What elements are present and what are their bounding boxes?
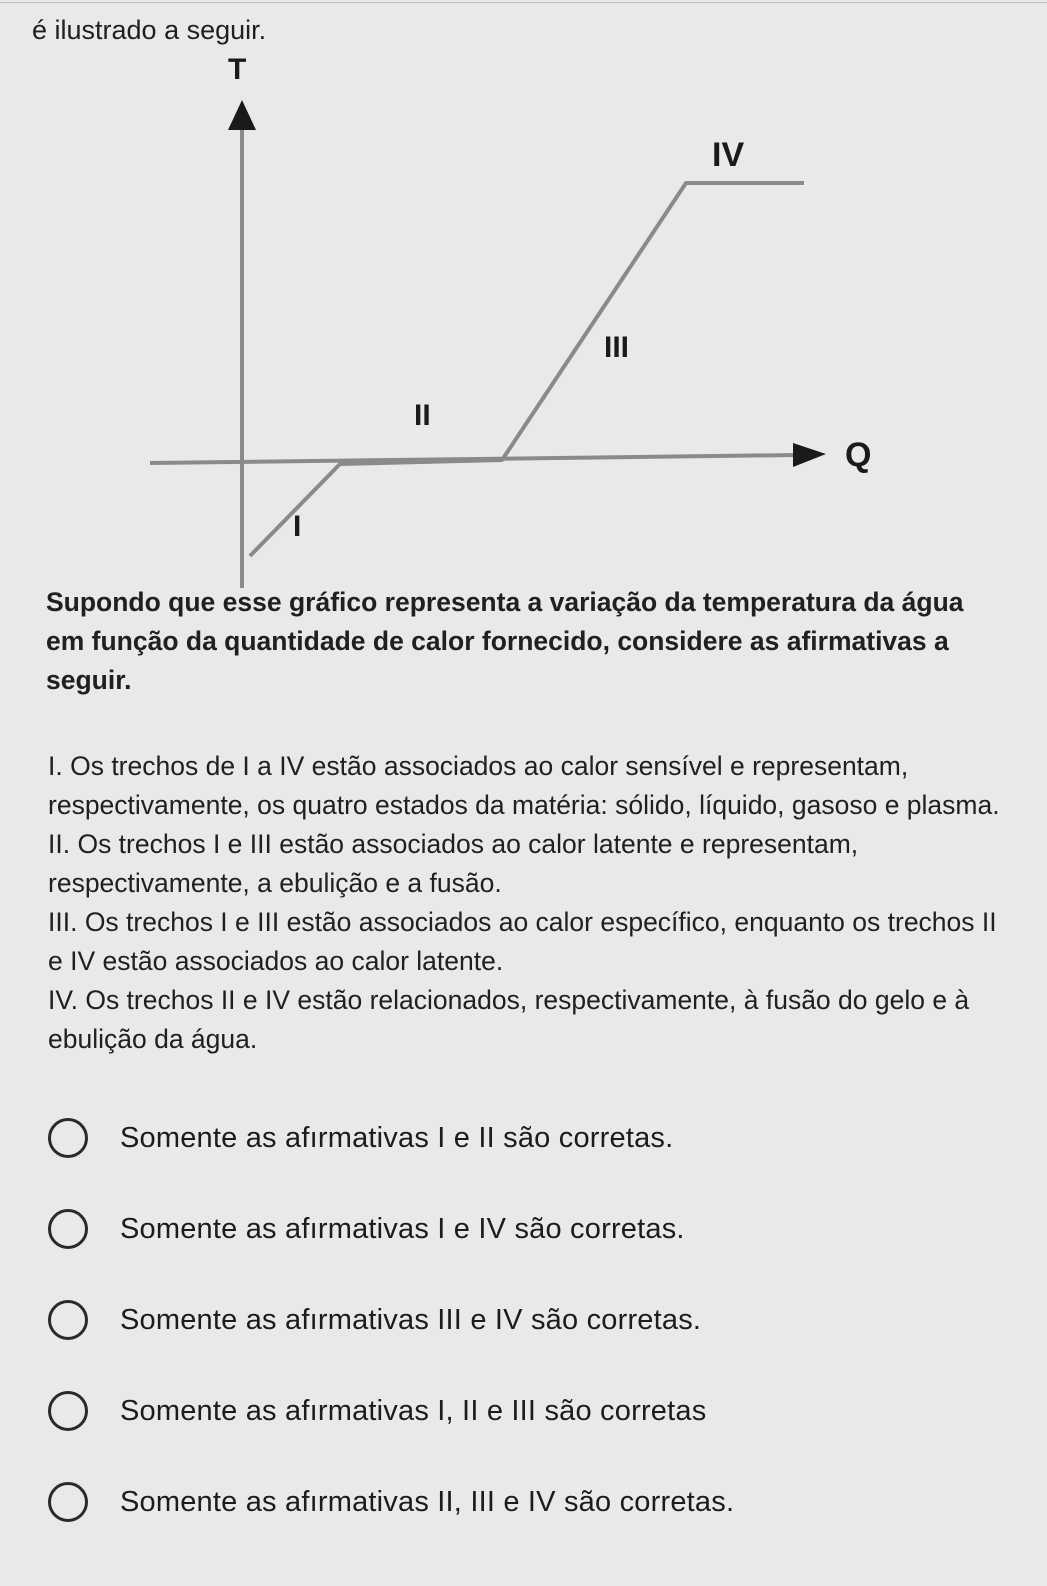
segment-label-iv: IV xyxy=(712,136,745,174)
axis-x-label: Q xyxy=(845,436,872,474)
intro-text: é ilustrado a seguir. xyxy=(32,15,267,45)
answer-option-4[interactable] xyxy=(48,1388,1008,1434)
answer-options xyxy=(48,1115,1008,1570)
segment-label-ii: II xyxy=(414,399,431,432)
radio-button-icon[interactable] xyxy=(48,1391,88,1431)
temperature-heat-graph xyxy=(0,40,1047,600)
answer-option-label: Somente as afırmativas I e IV são corretas. xyxy=(120,1212,685,1245)
radio-button-icon[interactable] xyxy=(48,1300,88,1340)
y-axis-arrow xyxy=(228,100,256,130)
radio-button-icon[interactable] xyxy=(48,1209,88,1249)
statement-iv: IV. Os trechos II e IV estão relacionados, respectivamente, à fusão do gelo e à ebulição da água. xyxy=(48,985,970,1054)
statements-list xyxy=(48,747,1008,1059)
answer-option-3[interactable] xyxy=(48,1297,1008,1343)
segment-label-iii: III xyxy=(604,331,630,364)
radio-button-icon[interactable] xyxy=(48,1482,88,1522)
radio-button-icon[interactable] xyxy=(48,1118,88,1158)
answer-option-label: Somente as afırmativas I e II são corretas. xyxy=(120,1121,674,1154)
answer-option-2[interactable] xyxy=(48,1206,1008,1252)
answer-option-label: Somente as afırmativas I, II e III são corretas xyxy=(120,1394,707,1427)
answer-option-label: Somente as afırmativas II, III e IV são corretas. xyxy=(120,1485,735,1518)
statement-ii: II. Os trechos I e III estão associados ao calor latente e representam, respectivamente, a ebulição e a fusão. xyxy=(48,829,859,898)
top-divider xyxy=(0,2,1047,3)
question-text: Supondo que esse gráfico representa a variação da temperatura da água em função da quantidade de calor fornecido, considere as afirmativas a seguir. xyxy=(46,587,964,695)
heating-curve xyxy=(250,183,804,556)
answer-option-1[interactable] xyxy=(48,1115,1008,1161)
segment-label-i: I xyxy=(293,510,302,543)
answer-option-5[interactable] xyxy=(48,1479,1008,1525)
answer-option-label: Somente as afırmativas III e IV são corretas. xyxy=(120,1303,702,1336)
statement-i: I. Os trechos de I a IV estão associados ao calor sensível e representam, respectivamente, os quatro estados da matéria: sólido, líquido, gasoso e plasma. xyxy=(48,751,1000,820)
x-axis-arrow xyxy=(793,443,826,467)
statement-iii: III. Os trechos I e III estão associados ao calor específico, enquanto os trechos II e IV estão associados ao calor latente. xyxy=(48,907,997,976)
axis-y-label: T xyxy=(228,53,247,86)
